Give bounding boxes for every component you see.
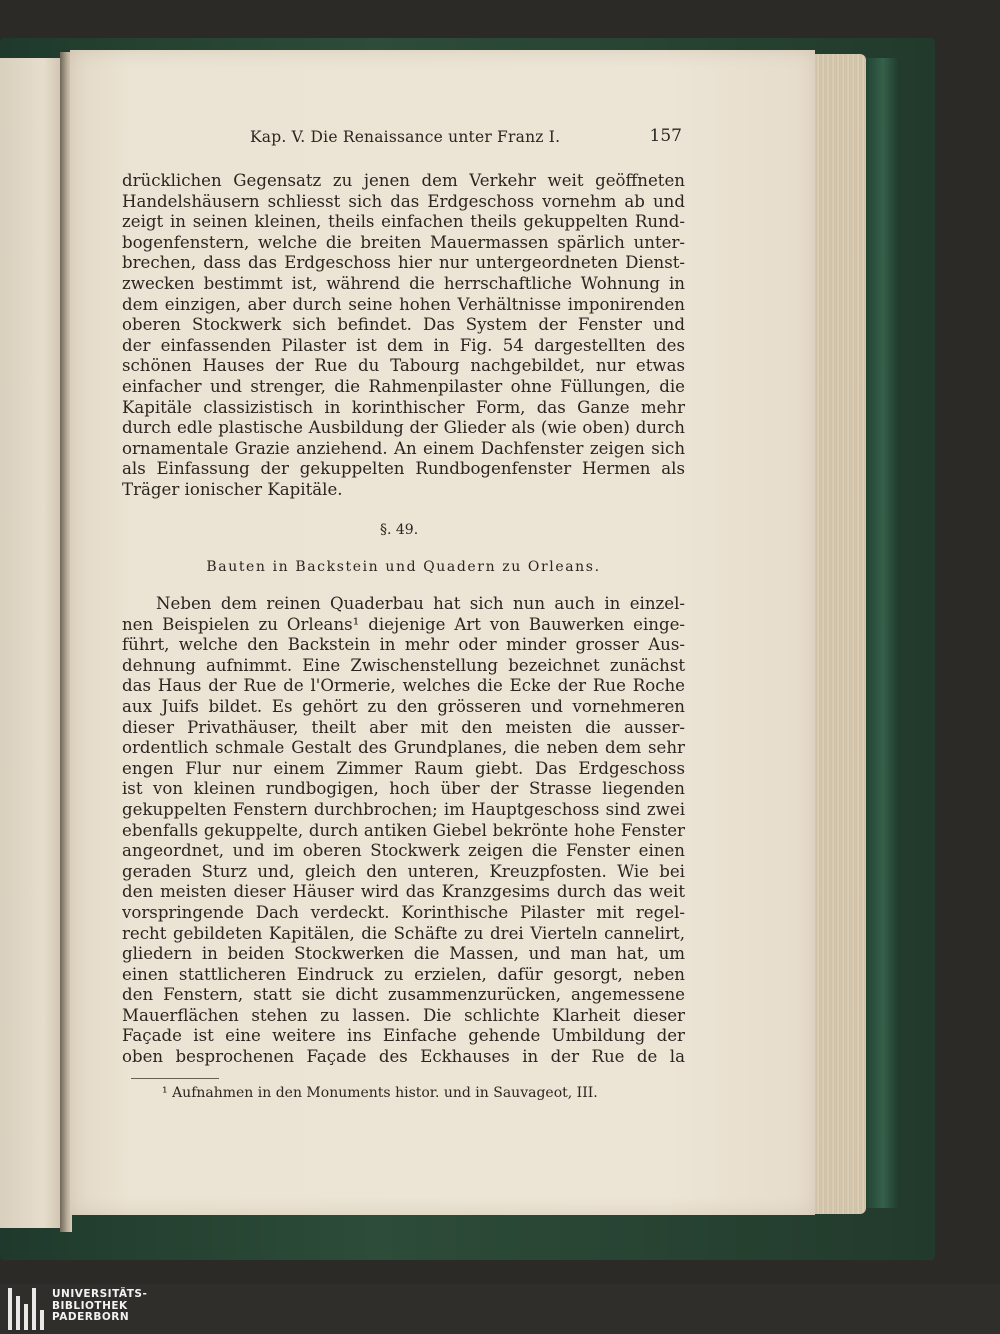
- text-line: bogenfenstern, welche die breiten Mauermassen spärlich unter-: [122, 232, 685, 252]
- text-line: zwecken bestimmt ist, während die herrschaftliche Wohnung in: [122, 273, 685, 293]
- text-line: durch edle plastische Ausbildung der Glieder als (wie oben) durch: [122, 418, 685, 438]
- text-line: zeigt in seinen kleinen, theils einfachen theils gekuppelten Rund-: [122, 212, 685, 232]
- text-line: dem einzigen, aber durch seine hohen Verhältnisse imponirenden: [122, 294, 685, 314]
- text-line: Träger ionischer Kapitäle.: [122, 479, 343, 499]
- text-line: Neben dem reinen Quaderbau hat sich nun auch in einzel-: [156, 594, 685, 613]
- paragraph-2: [122, 594, 685, 1068]
- text-line: dehnung aufnimmt. Eine Zwischenstellung bezeichnet zunächst: [122, 655, 685, 675]
- page-number: 157: [649, 126, 682, 146]
- text-line: angeordnet, und im oberen Stockwerk zeigen die Fenster einen: [122, 841, 685, 861]
- text-line: führt, welche den Backstein in mehr oder minder grosser Aus-: [122, 635, 685, 655]
- text-line: geraden Sturz und, gleich den unteren, Kreuzpfosten. Wie bei: [122, 861, 685, 881]
- logo-line: BIBLIOTHEK: [52, 1299, 128, 1312]
- text-line: ordentlich schmale Gestalt des Grundplanes, die neben dem sehr: [122, 738, 685, 758]
- left-page-edge: [0, 58, 62, 1228]
- library-logo-icon: [8, 1288, 46, 1330]
- text-line: einfacher und strenger, die Rahmenpilaster ohne Füllungen, die: [122, 376, 685, 396]
- text-line: vorspringende Dach verdeckt. Korinthische Pilaster mit regel-: [122, 902, 685, 922]
- text-line: Kapitäle classizistisch in korinthischer Form, das Ganze mehr: [122, 397, 685, 417]
- text-line: das Haus der Rue de l'Ormerie, welches die Ecke der Rue Roche: [122, 676, 685, 696]
- running-title: Kap. V. Die Renaissance unter Franz I.: [250, 128, 561, 146]
- text-line: engen Flur nur einem Zimmer Raum giebt. Das Erdgeschoss: [122, 758, 685, 778]
- text-line: gekuppelten Fenstern durchbrochen; im Hauptgeschoss sind zwei: [122, 799, 685, 819]
- paragraph-1: [122, 171, 685, 501]
- text-line: Mauerflächen stehen zu lassen. Die schlichte Klarheit dieser: [122, 1005, 685, 1025]
- text-line: ist von kleinen rundbogigen, hoch über der Strasse liegenden: [122, 779, 685, 799]
- library-logo-text: [52, 1289, 147, 1324]
- text-line: Handelshäusern schliesst sich das Erdgeschoss vornehm ab und: [122, 191, 685, 211]
- text-line: ornamentale Grazie anziehend. An einem Dachfenster zeigen sich: [122, 438, 685, 458]
- text-line: als Einfassung der gekuppelten Rundbogenfenster Hermen als: [122, 459, 685, 479]
- text-line: nen Beispielen zu Orleans¹ diejenige Art von Bauwerken einge-: [122, 614, 685, 634]
- text-line: oberen Stockwerk sich befindet. Das System der Fenster und: [122, 315, 685, 335]
- text-line: oben besprochenen Façade des Eckhauses in der Rue de la: [122, 1047, 685, 1067]
- logo-line: UNIVERSITÄTS-: [52, 1288, 148, 1300]
- text-line: einen stattlicheren Eindruck zu erzielen, dafür gesorgt, neben: [122, 964, 685, 984]
- logo-line: PADERBORN: [52, 1311, 130, 1323]
- text-line: den meisten dieser Häuser wird das Kranzgesims durch das weit: [122, 882, 685, 902]
- text-line: gliedern in beiden Stockwerken die Massen, und man hat, um: [122, 944, 685, 964]
- text-line: Façade ist eine weitere ins Einfache gehende Umbildung der: [122, 1026, 685, 1046]
- footnote: ¹ Aufnahmen in den Monuments histor. und in Sauvageot, III.: [162, 1085, 598, 1101]
- text-line: recht gebildeten Kapitälen, die Schäfte zu drei Vierteln cannelirt,: [122, 923, 685, 943]
- text-line: brechen, dass das Erdgeschoss hier nur untergeordneten Dienst-: [122, 253, 685, 273]
- text-line: dieser Privathäuser, theilt aber mit den meisten die ausser-: [122, 717, 685, 737]
- footnote-rule: [131, 1078, 219, 1079]
- library-footer: [0, 1284, 1000, 1334]
- section-number: §. 49.: [380, 522, 419, 538]
- section-title: Bauten in Backstein und Quadern zu Orleans.: [206, 559, 601, 575]
- text-line: der einfassenden Pilaster ist dem in Fig. 54 dargestellten des: [122, 335, 685, 355]
- text-line: aux Juifs bildet. Es gehört zu den grösseren und vornehmeren: [122, 696, 685, 716]
- text-line: schönen Hauses der Rue du Tabourg nachgebildet, nur etwas: [122, 356, 685, 376]
- book-spine: [866, 58, 900, 1208]
- text-line: drücklichen Gegensatz zu jenen dem Verkehr weit geöffneten: [122, 171, 685, 190]
- text-line: ebenfalls gekuppelte, durch antiken Giebel bekrönte hohe Fenster: [122, 820, 685, 840]
- text-line: den Fenstern, statt sie dicht zusammenzurücken, angemessene: [122, 985, 685, 1005]
